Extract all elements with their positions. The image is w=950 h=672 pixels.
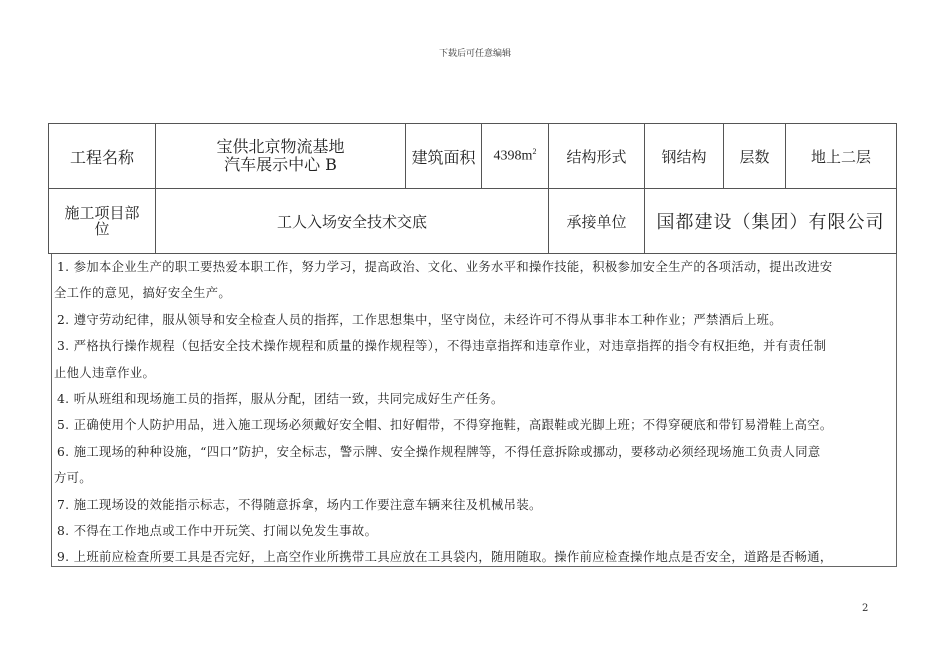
- structure-value-cell: [644, 123, 724, 189]
- structure-label-cell: [548, 123, 645, 189]
- area-number: 4398m: [493, 148, 533, 164]
- rule-line: 2. 遵守劳动纪律，服从领导和安全检查人员的指挥，工作思想集中，坚守岗位，未经许可不得从事非本工种作业；严禁酒后上班。: [57, 312, 782, 327]
- rule-line: 7. 施工现场设的效能指示标志，不得随意拆拿，场内工作要注意车辆来往及机械吊装。: [57, 497, 542, 512]
- project-name-label: 工程名称: [69, 147, 134, 167]
- rule-line: 9. 上班前应检查所要工具是否完好，上高空作业所携带工具应放在工具袋内，随用随取。操作前应检查操作地点是否安全，道路是否畅通，: [57, 550, 833, 565]
- contractor-value: 国都建设（集团）有限公司: [656, 212, 885, 233]
- project-name-value-cell: [155, 123, 406, 189]
- page-number: 2: [862, 603, 869, 614]
- section-label-cell: [48, 188, 156, 254]
- rule-line: 6. 施工现场的种种设施，“四口”防护，安全标志，警示牌、安全操作规程牌等，不得任意拆除或挪动，要移动必须经现场施工负责人同意: [57, 444, 821, 459]
- area-label: 建筑面积: [411, 147, 476, 167]
- rule-line: 4. 听从班组和现场施工员的指挥，服从分配，团结一致，共同完成好生产任务。: [57, 392, 504, 407]
- floors-value: 地上二层: [810, 147, 871, 166]
- section-label-line2: 位: [94, 220, 110, 238]
- area-value-cell: [481, 123, 549, 189]
- section-label-line1: 施工项目部: [64, 204, 140, 222]
- contractor-label-cell: [548, 188, 645, 254]
- safety-rules-box: [51, 254, 897, 567]
- structure-value: 钢结构: [661, 147, 707, 166]
- rule-line: 全工作的意见，搞好安全生产。: [54, 286, 232, 301]
- area-unit-superscript: 2: [532, 147, 537, 157]
- floors-value-cell: [785, 123, 897, 189]
- project-name-line1: 宝供北京物流基地: [216, 137, 345, 156]
- rule-line: 1. 参加本企业生产的职工要热爱本职工作，努力学习，提高政治、文化、业务水平和操作技能，积极参加安全生产的各项活动，提出改进安: [57, 260, 833, 274]
- project-name-line2: 汽车展示中心 B: [224, 155, 337, 174]
- area-label-cell: [405, 123, 482, 189]
- rule-line: 8. 不得在工作地点或工作中开玩笑、打闹以免发生事故。: [57, 524, 378, 539]
- rule-line: 3. 严格执行操作规程（包括安全技术操作规程和质量的操作规程等），不得违章指挥和违章作业，对违章指挥的指令有权拒绝，并有责任制: [57, 339, 827, 354]
- structure-label: 结构形式: [566, 147, 627, 166]
- rule-line: 止他人违章作业。: [54, 365, 156, 380]
- project-info-grid: [48, 123, 897, 254]
- floors-label: 层数: [739, 147, 770, 166]
- rule-line: 5. 正确使用个人防护用品，进入施工现场必须戴好安全帽、扣好帽带，不得穿拖鞋，高跟鞋或光脚上班；不得穿硬底和带钉易滑鞋上高空。: [57, 418, 833, 433]
- floors-label-cell: [723, 123, 786, 189]
- header-note: 下载后可任意编辑: [438, 49, 511, 59]
- section-value: 工人入场安全技术交底: [276, 212, 427, 231]
- section-value-cell: [155, 188, 549, 254]
- contractor-label: 承接单位: [566, 212, 627, 231]
- contractor-value-cell: [644, 188, 897, 254]
- project-name-label-cell: [48, 123, 156, 189]
- area-value: [494, 147, 537, 165]
- rule-line: 方可。: [54, 471, 92, 486]
